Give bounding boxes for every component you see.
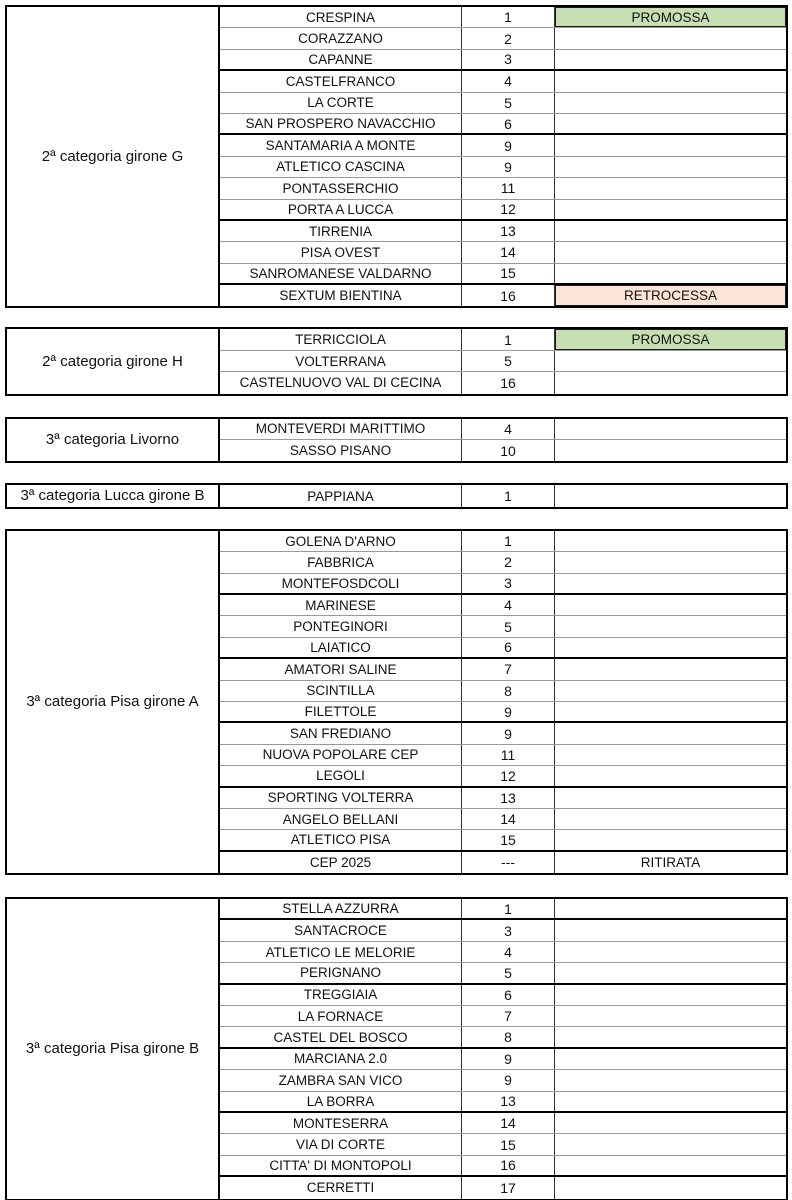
status-cell (555, 616, 786, 636)
status-cell: RETROCESSA (555, 285, 786, 306)
team-cell: MONTEFOSDCOLI (220, 574, 462, 593)
team-cell: SANTAMARIA A MONTE (220, 135, 462, 155)
team-cell: SEXTUM BIENTINA (220, 285, 462, 306)
status-cell (555, 681, 786, 701)
table-row (220, 638, 786, 659)
table-row (220, 920, 786, 941)
status-cell (555, 1177, 786, 1198)
team-cell: CAPANNE (220, 50, 462, 69)
status-cell (555, 242, 786, 262)
team-cell: SPORTING VOLTERRA (220, 788, 462, 808)
status-cell (555, 723, 786, 743)
team-cell: CASTELFRANCO (220, 71, 462, 91)
team-cell: SAN FREDIANO (220, 723, 462, 743)
category-table (5, 5, 788, 308)
table-row (220, 221, 786, 242)
status-cell (555, 531, 786, 551)
position-cell: 10 (462, 440, 555, 461)
status-cell (555, 221, 786, 241)
status-cell (555, 1092, 786, 1111)
table-row (220, 1070, 786, 1091)
status-cell (555, 574, 786, 593)
table-row (220, 178, 786, 199)
status-cell (555, 942, 786, 962)
table-row (220, 899, 786, 920)
table-row (220, 702, 786, 723)
team-cell: SANROMANESE VALDARNO (220, 264, 462, 283)
table-row (220, 852, 786, 873)
position-cell: 14 (462, 809, 555, 829)
team-cell: TERRICCIOLA (220, 329, 462, 349)
status-cell: PROMOSSA (555, 7, 786, 27)
position-cell: 15 (462, 264, 555, 283)
table-row (220, 7, 786, 28)
position-cell: 4 (462, 942, 555, 962)
status-cell (555, 264, 786, 283)
team-cell: TIRRENIA (220, 221, 462, 241)
position-cell: 8 (462, 681, 555, 701)
position-cell: 4 (462, 71, 555, 91)
table-row (220, 788, 786, 809)
team-cell: MARINESE (220, 595, 462, 615)
position-cell: 4 (462, 595, 555, 615)
team-cell: ATLETICO PISA (220, 830, 462, 849)
team-cell: CERRETTI (220, 1177, 462, 1198)
status-cell (555, 595, 786, 615)
position-cell: 12 (462, 200, 555, 219)
table-row (220, 766, 786, 787)
table-row (220, 71, 786, 92)
position-cell: 7 (462, 1006, 555, 1026)
category-label: 2ª categoria girone G (7, 7, 220, 306)
team-cell: PONTASSERCHIO (220, 178, 462, 198)
position-cell: 15 (462, 830, 555, 849)
category-table (5, 529, 788, 875)
team-cell: ANGELO BELLANI (220, 809, 462, 829)
table-row (220, 372, 786, 393)
table-row (220, 830, 786, 851)
category-label: 3ª categoria Lucca girone B (7, 485, 220, 506)
rows-container (220, 485, 786, 506)
status-cell (555, 745, 786, 765)
table-row (220, 745, 786, 766)
status-cell (555, 178, 786, 198)
team-cell: PERIGNANO (220, 963, 462, 982)
position-cell: 13 (462, 221, 555, 241)
position-cell: 9 (462, 723, 555, 743)
position-cell: 16 (462, 1156, 555, 1175)
status-cell (555, 963, 786, 982)
team-cell: LEGOLI (220, 766, 462, 785)
position-cell: 6 (462, 638, 555, 657)
table-row (220, 419, 786, 440)
position-cell: 3 (462, 920, 555, 940)
position-cell: 3 (462, 50, 555, 69)
position-cell: 9 (462, 135, 555, 155)
position-cell: 9 (462, 1070, 555, 1090)
table-row (220, 135, 786, 156)
position-cell: 17 (462, 1177, 555, 1198)
table-row (220, 50, 786, 71)
status-cell (555, 419, 786, 439)
table-row (220, 723, 786, 744)
table-row (220, 242, 786, 263)
status-cell (555, 114, 786, 133)
team-cell: PORTA A LUCCA (220, 200, 462, 219)
table-row (220, 1177, 786, 1198)
position-cell: 15 (462, 1134, 555, 1154)
team-cell: ATLETICO LE MELORIE (220, 942, 462, 962)
status-cell (555, 659, 786, 679)
table-row (220, 942, 786, 963)
table-row (220, 963, 786, 984)
table-row (220, 531, 786, 552)
status-cell (555, 50, 786, 69)
position-cell: 12 (462, 766, 555, 785)
team-cell: CEP 2025 (220, 852, 462, 873)
table-row (220, 114, 786, 135)
position-cell: 8 (462, 1027, 555, 1046)
team-cell: CASTEL DEL BOSCO (220, 1027, 462, 1046)
position-cell: 14 (462, 1113, 555, 1133)
team-cell: LAIATICO (220, 638, 462, 657)
category-table (5, 417, 788, 464)
category-table (5, 897, 788, 1200)
team-cell: CITTA' DI MONTOPOLI (220, 1156, 462, 1175)
team-cell: FILETTOLE (220, 702, 462, 721)
team-cell: MARCIANA 2.0 (220, 1049, 462, 1069)
status-cell (555, 1049, 786, 1069)
status-cell (555, 351, 786, 371)
table-row (220, 200, 786, 221)
team-cell: PONTEGINORI (220, 616, 462, 636)
rows-container (220, 7, 786, 306)
table-row (220, 351, 786, 372)
team-cell: MONTESERRA (220, 1113, 462, 1133)
team-cell: STELLA AZZURRA (220, 899, 462, 918)
status-cell (555, 485, 786, 506)
position-cell: 9 (462, 157, 555, 177)
table-row (220, 1134, 786, 1155)
status-cell (555, 440, 786, 461)
team-cell: SAN PROSPERO NAVACCHIO (220, 114, 462, 133)
table-row (220, 574, 786, 595)
position-cell: 6 (462, 985, 555, 1005)
position-cell: 9 (462, 702, 555, 721)
table-row (220, 1113, 786, 1134)
position-cell: 9 (462, 1049, 555, 1069)
team-cell: CASTELNUOVO VAL DI CECINA (220, 372, 462, 393)
table-row (220, 1049, 786, 1070)
position-cell: --- (462, 852, 555, 873)
position-cell: 4 (462, 419, 555, 439)
team-cell: SANTACROCE (220, 920, 462, 940)
table-row (220, 1092, 786, 1113)
status-cell (555, 766, 786, 785)
category-label: 3ª categoria Livorno (7, 419, 220, 462)
status-cell (555, 1006, 786, 1026)
position-cell: 5 (462, 963, 555, 982)
table-row (220, 285, 786, 306)
status-cell (555, 809, 786, 829)
table-row (220, 809, 786, 830)
position-cell: 2 (462, 28, 555, 48)
status-cell (555, 1156, 786, 1175)
category-table (5, 483, 788, 508)
table-row (220, 595, 786, 616)
team-cell: ATLETICO CASCINA (220, 157, 462, 177)
rows-container (220, 329, 786, 393)
status-cell (555, 985, 786, 1005)
status-cell (555, 1027, 786, 1046)
table-row (220, 157, 786, 178)
position-cell: 16 (462, 285, 555, 306)
status-cell (555, 157, 786, 177)
status-cell (555, 830, 786, 849)
position-cell: 13 (462, 1092, 555, 1111)
team-cell: CRESPINA (220, 7, 462, 27)
status-cell (555, 638, 786, 657)
status-cell (555, 28, 786, 48)
table-row (220, 93, 786, 114)
team-cell: PISA OVEST (220, 242, 462, 262)
position-cell: 16 (462, 372, 555, 393)
team-cell: LA CORTE (220, 93, 462, 113)
table-row (220, 552, 786, 573)
status-cell (555, 1070, 786, 1090)
status-cell (555, 93, 786, 113)
team-cell: SCINTILLA (220, 681, 462, 701)
status-cell (555, 1113, 786, 1133)
table-row (220, 616, 786, 637)
team-cell: LA FORNACE (220, 1006, 462, 1026)
position-cell: 11 (462, 178, 555, 198)
table-row (220, 485, 786, 506)
status-cell: PROMOSSA (555, 329, 786, 349)
table-row (220, 264, 786, 285)
table-row (220, 1006, 786, 1027)
status-cell (555, 702, 786, 721)
position-cell: 5 (462, 93, 555, 113)
table-row (220, 681, 786, 702)
category-label: 2ª categoria girone H (7, 329, 220, 393)
position-cell: 14 (462, 242, 555, 262)
status-cell (555, 899, 786, 918)
position-cell: 7 (462, 659, 555, 679)
team-cell: FABBRICA (220, 552, 462, 572)
position-cell: 11 (462, 745, 555, 765)
table-row (220, 1156, 786, 1177)
team-cell: CORAZZANO (220, 28, 462, 48)
position-cell: 1 (462, 7, 555, 27)
table-row (220, 329, 786, 350)
rows-container (220, 419, 786, 462)
team-cell: VOLTERRANA (220, 351, 462, 371)
table-row (220, 985, 786, 1006)
team-cell: LA BORRA (220, 1092, 462, 1111)
category-label: 3ª categoria Pisa girone B (7, 899, 220, 1198)
position-cell: 3 (462, 574, 555, 593)
team-cell: PAPPIANA (220, 485, 462, 506)
status-cell (555, 552, 786, 572)
position-cell: 5 (462, 351, 555, 371)
status-cell (555, 1134, 786, 1154)
status-cell: RITIRATA (555, 852, 786, 873)
team-cell: VIA DI CORTE (220, 1134, 462, 1154)
status-cell (555, 71, 786, 91)
position-cell: 1 (462, 329, 555, 349)
position-cell: 2 (462, 552, 555, 572)
rows-container (220, 531, 786, 873)
table-row (220, 1027, 786, 1048)
category-label: 3ª categoria Pisa girone A (7, 531, 220, 873)
team-cell: TREGGIAIA (220, 985, 462, 1005)
status-cell (555, 372, 786, 393)
team-cell: MONTEVERDI MARITTIMO (220, 419, 462, 439)
team-cell: AMATORI SALINE (220, 659, 462, 679)
position-cell: 1 (462, 531, 555, 551)
rows-container (220, 899, 786, 1198)
position-cell: 13 (462, 788, 555, 808)
team-cell: SASSO PISANO (220, 440, 462, 461)
status-cell (555, 135, 786, 155)
position-cell: 5 (462, 616, 555, 636)
position-cell: 1 (462, 485, 555, 506)
position-cell: 1 (462, 899, 555, 918)
table-row (220, 440, 786, 461)
team-cell: NUOVA POPOLARE CEP (220, 745, 462, 765)
category-table (5, 327, 788, 395)
status-cell (555, 788, 786, 808)
position-cell: 6 (462, 114, 555, 133)
status-cell (555, 200, 786, 219)
status-cell (555, 920, 786, 940)
table-row (220, 659, 786, 680)
table-row (220, 28, 786, 49)
team-cell: GOLENA D'ARNO (220, 531, 462, 551)
team-cell: ZAMBRA SAN VICO (220, 1070, 462, 1090)
